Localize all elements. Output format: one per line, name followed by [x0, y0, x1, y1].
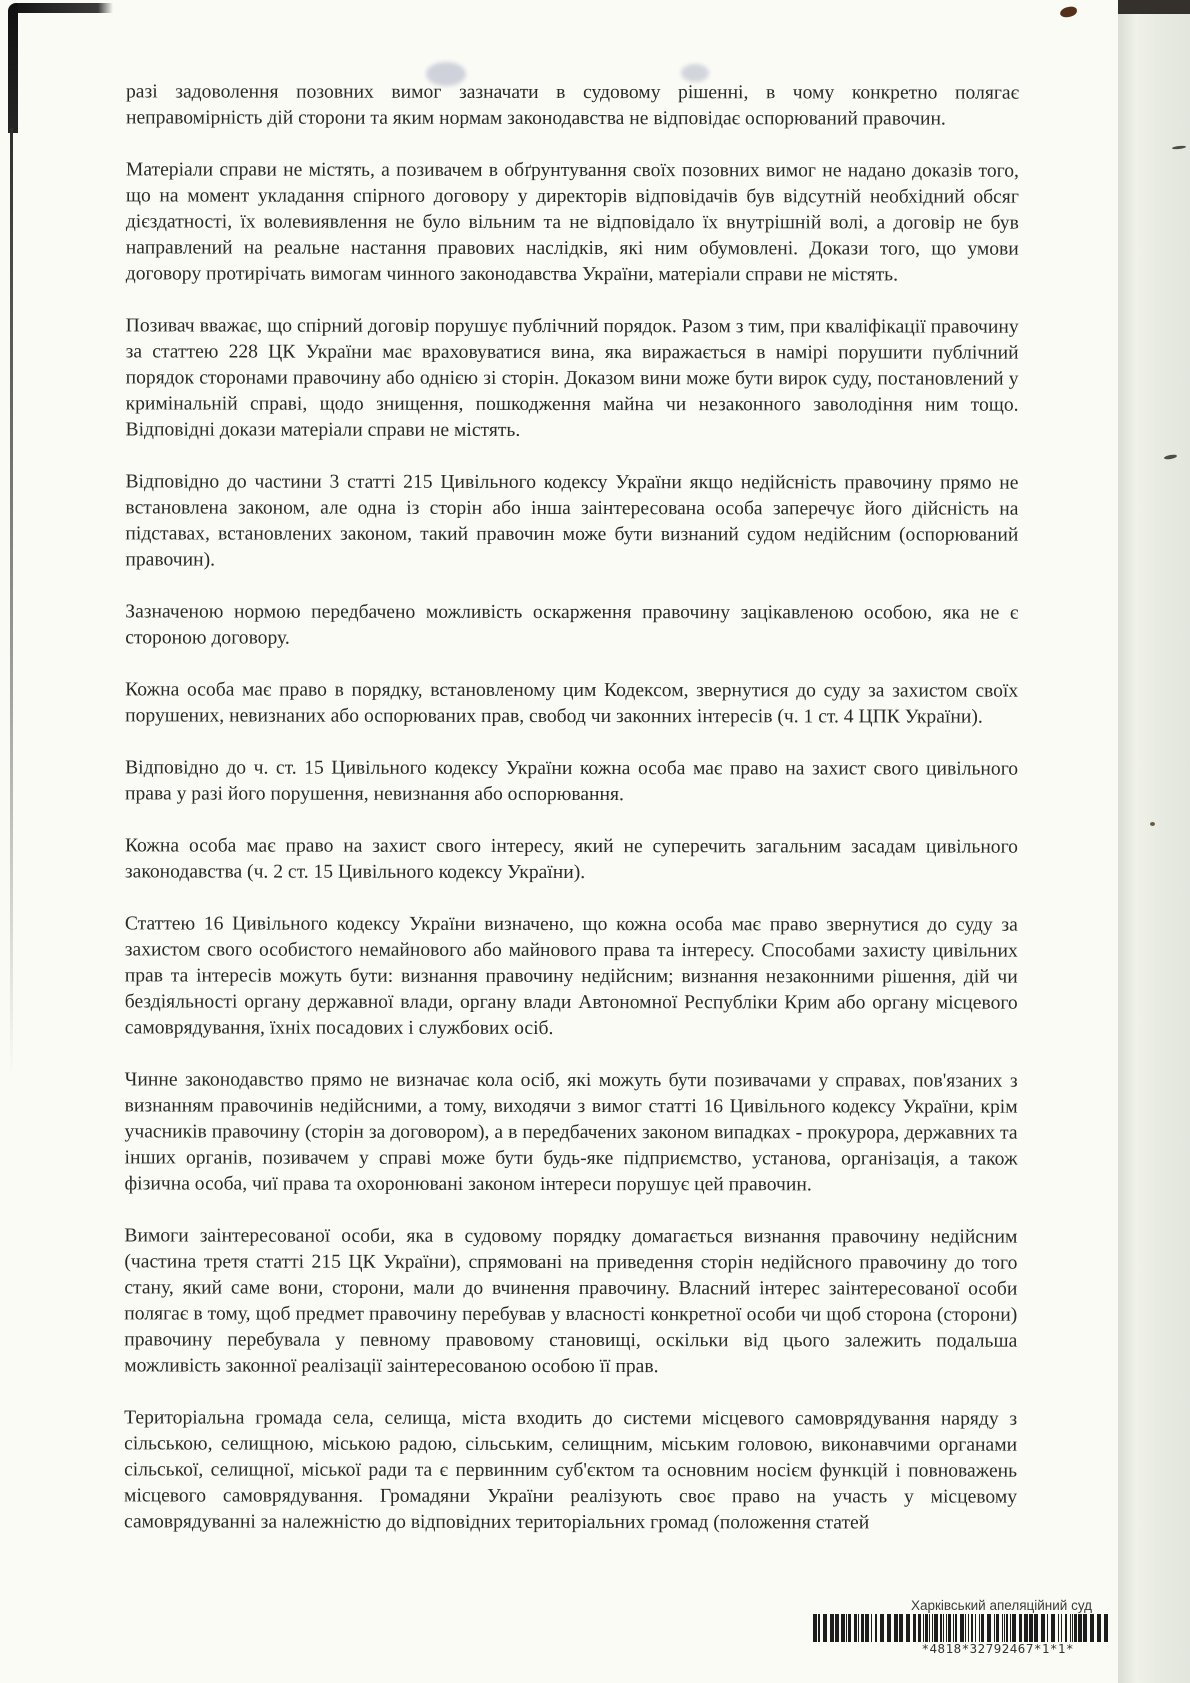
paragraph-12: Територіальна громада села, селища, міста входить до системи місцевого самоврядування наряду з сільською, селищною, міською радою, сільським, селищним, міським головою, виконавчими органами сільської, селищної, міської ради та є первинним суб'єктом та основним носієм функцій і повноважень місцевого самоврядування. Громадяни України реалізують своє право на участь у місцевому самоврядуванні за належністю до відповідних територіальних громад (положення статей — [124, 1407, 1018, 1534]
paragraph-1: разі задоволення позовних вимог зазначати в судовому рішенні, в чому конкретно полягає неправомірність дій сторони та яким нормам законодавства не відповідає оспорюваний правочин. — [125, 81, 1020, 130]
paragraph-7: Відповідно до ч. ст. 15 Цивільного кодексу України кожна особа має право на захист свого цивільного права у разі його порушення, невизнання або оспорювання. — [125, 757, 1019, 806]
scan-speck — [1150, 822, 1155, 826]
paragraph-10: Чинне законодавство прямо не визначає кола осіб, які можуть бути позивачами у справах, пов'язаних з визнанням правочинів недійсними, а тому, виходячи з вимог статті 16 Цивільного кодексу України, крім учасників правочину (сторін за договором), а в передбачених законом випадках - прокурора, державних та інших органів, позивачем у справі може бути будь-яке підприємство, установа, організація, а також фізична особа, чиї права та охоронювані законом інтереси порушує цей правочин. — [124, 1069, 1018, 1196]
underlying-sheet-edge — [1118, 0, 1190, 1683]
paragraph-2: Матеріали справи не містять, а позивачем в обґрунтування своїх позовних вимог не надано доказів того, що на момент укладання спірного договору у директорів відповідачів був відсутній необхідний обсяг дієздатності, їх волевиявлення не було вільним та не відповідало їх внутрішній волі, а договір не був направлений на реальне настання правових наслідків, які ним обумовлені. Докази того, що умови договору протирічать вимогам чинного законодавства України, матеріали справи не містять. — [125, 159, 1019, 286]
court-name-label: Харківський апеляційний суд — [910, 1598, 1092, 1613]
ink-speck — [1059, 6, 1077, 18]
paragraph-11: Вимоги заінтересованої особи, яка в судовому порядку домагається визнання правочину недійсним (частина третя статті 215 ЦК України), спрямовані на приведення сторін недійсного правочину до того стану, який саме вони, сторони, мали до вчинення правочину. Власний інтерес заінтересованої особи полягає в тому, щоб предмет правочину перебував у власності конкретної особи чи щоб сторона (сторони) правочину перебувала у певному правовому становищі, оскільки від цього залежить подальша можливість законної реалізації заінтересованою особою її прав. — [124, 1225, 1018, 1378]
barcode — [813, 1614, 1116, 1642]
barcode-number-label: *4818*32792467*1*1* — [921, 1641, 1074, 1656]
page-corner-mark-left — [8, 3, 18, 133]
page-corner-mark-top — [13, 3, 113, 13]
paragraph-5: Зазначеною нормою передбачено можливість оскарження правочину зацікавленою особою, яка не є стороною договору. — [125, 601, 1019, 649]
scanner-edge-shadow — [1118, 0, 1190, 14]
court-barcode-stamp — [813, 1598, 1116, 1656]
paragraph-3: Позивач вважає, що спірний договір порушує публічний порядок. Разом з тим, при кваліфікації правочину за статтею 228 ЦК України має враховуватися вина, яка виражається в намірі порушити публічний порядок сторонами правочину або однією зі сторін. Доказом вини може бути вирок суду, постановлений у кримінальній справі, щодо знищення, пошкодження майна чи незаконного заволодіння ним тощо. Відповідні докази матеріали справи не містять. — [125, 315, 1019, 441]
paragraph-6: Кожна особа має право в порядку, встановленому цим Кодексом, звернутися до суду за захистом своїх порушених, невизнаних або оспорюваних прав, свобод чи законних інтересів (ч. 1 ст. 4 ЦПК України). — [125, 679, 1019, 728]
paragraph-4: Відповідно до частини 3 статті 215 Цивільного кодексу України якщо недійсність правочину прямо не встановлена законом, але одна із сторін або інша заінтересована особа заперечує його дійсність на підставах, встановлених законом, такий правочин може бути визнаний судом недійсним (оспорюваний правочин). — [125, 471, 1019, 571]
document-body — [124, 79, 1019, 1562]
page-left-edge-shadow — [10, 128, 13, 1078]
paragraph-8: Кожна особа має право на захист свого інтересу, який не суперечить загальним засадам цивільного законодавства (ч. 2 ст. 15 Цивільного кодексу України). — [124, 835, 1018, 884]
paragraph-9: Статтею 16 Цивільного кодексу України визначено, що кожна особа має право звернутися до суду за захистом свого особистого немайнового або майнового права та інтересу. Способами захисту цивільних прав та інтересів можуть бути: визнання правочину недійсним; визнання незаконними рішення, дій чи бездіяльності органу державної влади, органу влади Автономної Республіки Крим або органу місцевого самоврядування, їхніх посадових і службових осіб. — [124, 913, 1018, 1039]
